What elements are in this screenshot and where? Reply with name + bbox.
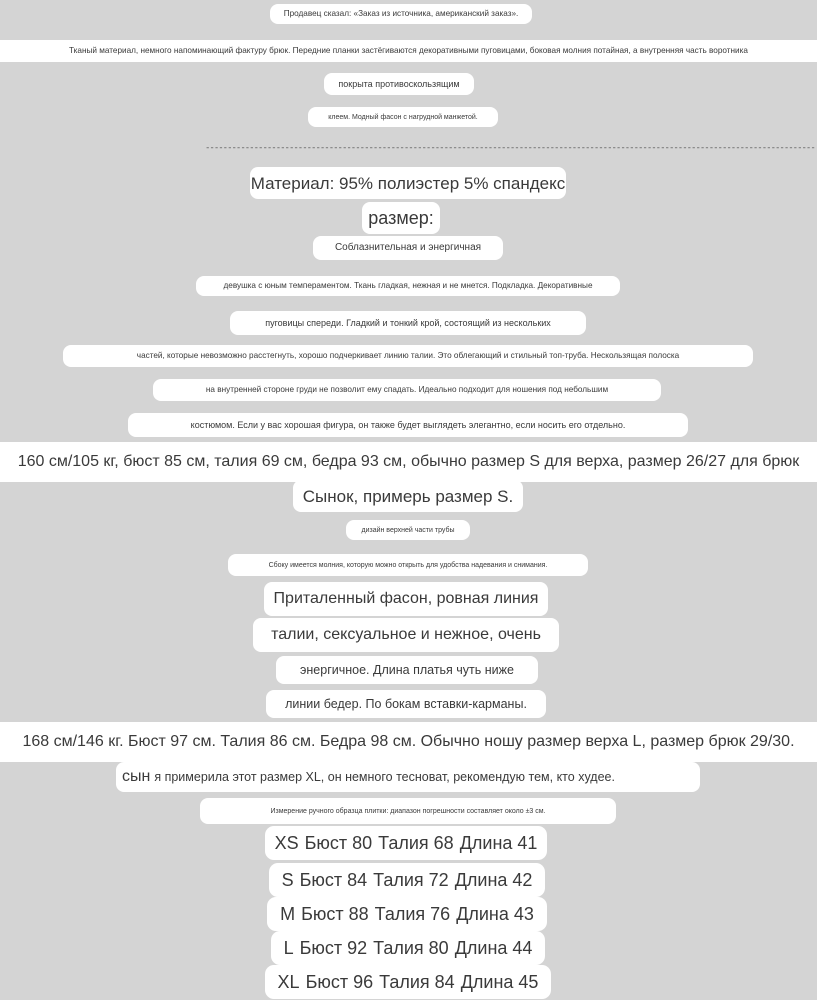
fit-line-4: линии бедер. По бокам вставки-карманы.: [266, 690, 546, 718]
zipper-note: Сбоку имеется молния, которую можно открыть для удобства надевания и снимания.: [228, 554, 588, 576]
size-row-l: [271, 931, 545, 965]
size-length: Длина 42: [454, 869, 533, 890]
size-length: Длина 45: [460, 971, 539, 992]
size-name: XS: [274, 832, 299, 853]
size-length: Длина 41: [459, 832, 538, 853]
size-bust: Бюст 92: [299, 937, 368, 958]
size-waist: Талия 68: [378, 832, 454, 853]
size-name: M: [280, 903, 296, 924]
size-name: XL: [277, 971, 300, 992]
fit-line-3: энергичное. Длина платья чуть ниже: [276, 656, 538, 684]
customer-review-1: 160 см/105 кг, бюст 85 см, талия 69 см, бедра 93 см, обычно размер S для верха, размер 26/27 для брюк: [0, 442, 817, 482]
size-bust: Бюст 96: [305, 971, 374, 992]
fabric-line-2: покрыта противоскользящим: [324, 73, 474, 95]
section-divider: ------------------------------------------------------------------------------------------------------------------------------------------: [205, 143, 815, 153]
fabric-line-1: Тканый материал, немного напоминающий фактуру брюк. Передние планки застёгиваются декоративными пуговицами, боковая молния потайная, а внутренняя часть воротника: [0, 40, 817, 62]
review-2-reply-text: я примерила этот размер XL, он немного тесноват, рекомендую тем, кто худее.: [154, 769, 615, 784]
size-bust: Бюст 84: [299, 869, 368, 890]
size-bust: Бюст 80: [304, 832, 373, 853]
size-row-xl: [265, 965, 551, 999]
size-bust: Бюст 88: [301, 903, 369, 924]
fit-line-2: талии, сексуальное и нежное, очень: [253, 618, 559, 652]
size-waist: Талия 80: [373, 937, 449, 958]
size-waist: Талия 72: [373, 869, 449, 890]
seller-note: Продавец сказал: «Заказ из источника, американский заказ».: [270, 4, 532, 24]
description-line-5: на внутренней стороне груди не позволит ему спадать. Идеально подходит для ношения под небольшим: [153, 379, 661, 401]
size-length: Длина 44: [454, 937, 533, 958]
size-row-m: [267, 897, 547, 931]
measurement-note: Измерение ручного образца плитки: диапазон погрешности составляет около ±3 см.: [200, 798, 616, 824]
review-1-reply: Сынок, примерь размер S.: [293, 480, 523, 512]
size-row-xs: [265, 826, 547, 860]
customer-review-2: 168 см/146 кг. Бюст 97 см. Талия 86 см. Бедра 98 см. Обычно ношу размер верха L, размер брюк 29/30.: [0, 722, 817, 762]
review-2-reply-prefix: сын: [122, 768, 151, 785]
size-length: Длина 43: [456, 903, 534, 924]
size-row-s: [269, 863, 545, 897]
review-2-reply: [116, 762, 700, 792]
size-name: L: [283, 937, 294, 958]
description-line-6: костюмом. Если у вас хорошая фигура, он также будет выглядеть элегантно, если носить его отдельно.: [128, 413, 688, 437]
description-line-1: Соблазнительная и энергичная: [313, 236, 503, 260]
description-line-3: пуговицы спереди. Гладкий и тонкий крой, состоящий из нескольких: [230, 311, 586, 335]
fit-line-1: Приталенный фасон, ровная линия: [264, 582, 548, 616]
size-waist: Талия 84: [379, 971, 455, 992]
size-label: размер:: [362, 202, 440, 234]
fabric-line-3: клеем. Модный фасон с нагрудной манжетой.: [308, 107, 498, 127]
tube-design-note: дизайн верхней части трубы: [346, 520, 470, 540]
size-waist: Талия 76: [374, 903, 451, 924]
description-line-4: частей, которые невозможно расстегнуть, хорошо подчеркивает линию талии. Это облегающий и стильный топ-труба. Нескользящая полоска: [63, 345, 753, 367]
size-name: S: [281, 869, 294, 890]
description-line-2: девушка с юным темпераментом. Ткань гладкая, нежная и не мнется. Подкладка. Декоративные: [196, 276, 620, 296]
material-text: Материал: 95% полиэстер 5% спандекс: [250, 167, 566, 199]
